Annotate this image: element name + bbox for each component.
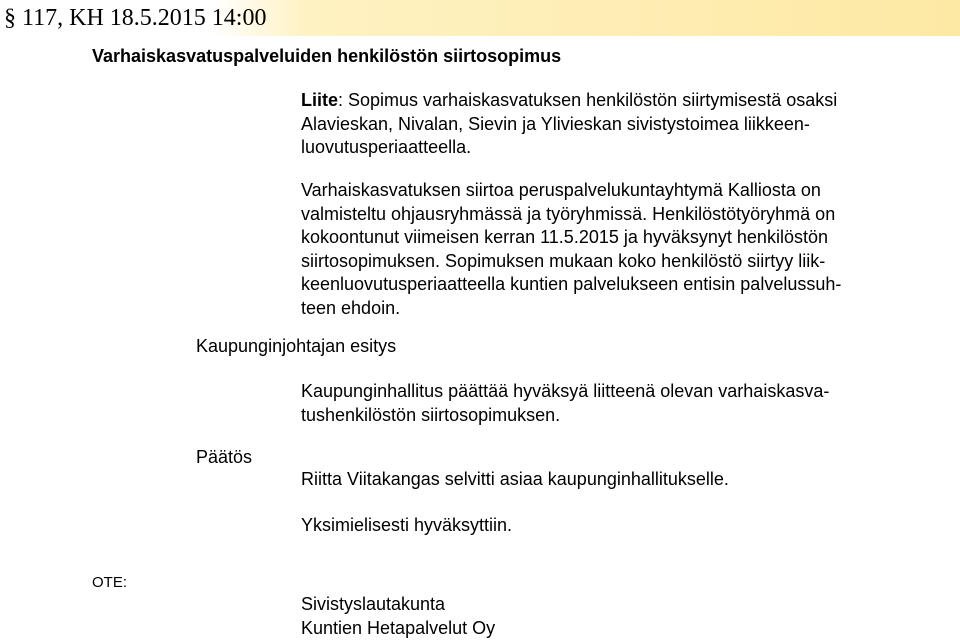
attachment-line-3: luovutusperiaatteella. — [301, 137, 472, 158]
decision-label: Päätös — [196, 447, 253, 467]
extract-recipients — [301, 593, 901, 640]
background-line-1: Varhaiskasvatuksen siirtoa peruspalvelukuntayhtymä Kalliosta on — [301, 180, 821, 200]
background-line-5: keenluovutusperiaatteella kuntien palvelukseen entisin palvelussuh- — [301, 274, 842, 295]
recipient-1: Sivistyslautakunta — [301, 594, 446, 614]
extract-label: OTE: — [92, 574, 128, 591]
proposal-label: Kaupunginjohtajan esitys — [196, 336, 397, 356]
background-paragraph — [301, 179, 901, 321]
document-title: Varhaiskasvatuspalveluiden henkilöstön siirtosopimus — [92, 46, 562, 66]
proposal-line-1: Kaupunginhallitus päättää hyväksyä liitteenä olevan varhaiskasva- — [301, 381, 830, 401]
background-line-6: teen ehdoin. — [301, 297, 401, 318]
recipient-2: Kuntien Hetapalvelut Oy — [301, 617, 496, 638]
decision-paragraph-1: Riitta Viitakangas selvitti asiaa kaupunginhallitukselle. — [301, 469, 729, 489]
attachment-line-2: Alavieskan, Nivalan, Sievin ja Ylivieskan sivistystoimea liikkeen- — [301, 113, 810, 134]
section-header: § 117, KH 18.5.2015 14:00 — [4, 5, 267, 31]
background-line-4: siirtosopimuksen. Sopimuksen mukaan koko henkilöstö siirtyy liik- — [301, 250, 826, 271]
attachment-text: : Sopimus varhaiskasvatuksen henkilöstön siirtymisestä osaksi — [338, 90, 838, 110]
proposal-line-2: tushenkilöstön siirtosopimuksen. — [301, 404, 561, 425]
decision-paragraph-2: Yksimielisesti hyväksyttiin. — [301, 515, 513, 535]
proposal-paragraph — [301, 380, 901, 427]
background-line-3: kokoontunut viimeisen kerran 11.5.2015 ja hyväksynyt henkilöstön — [301, 227, 828, 248]
attachment-paragraph — [301, 89, 901, 160]
background-line-2: valmisteltu ohjausryhmässä ja työryhmissä. Henkilöstötyöryhmä on — [301, 203, 836, 224]
attachment-line-1 — [301, 89, 901, 113]
section-header-bar — [0, 0, 960, 36]
attachment-label: Liite — [301, 90, 339, 110]
